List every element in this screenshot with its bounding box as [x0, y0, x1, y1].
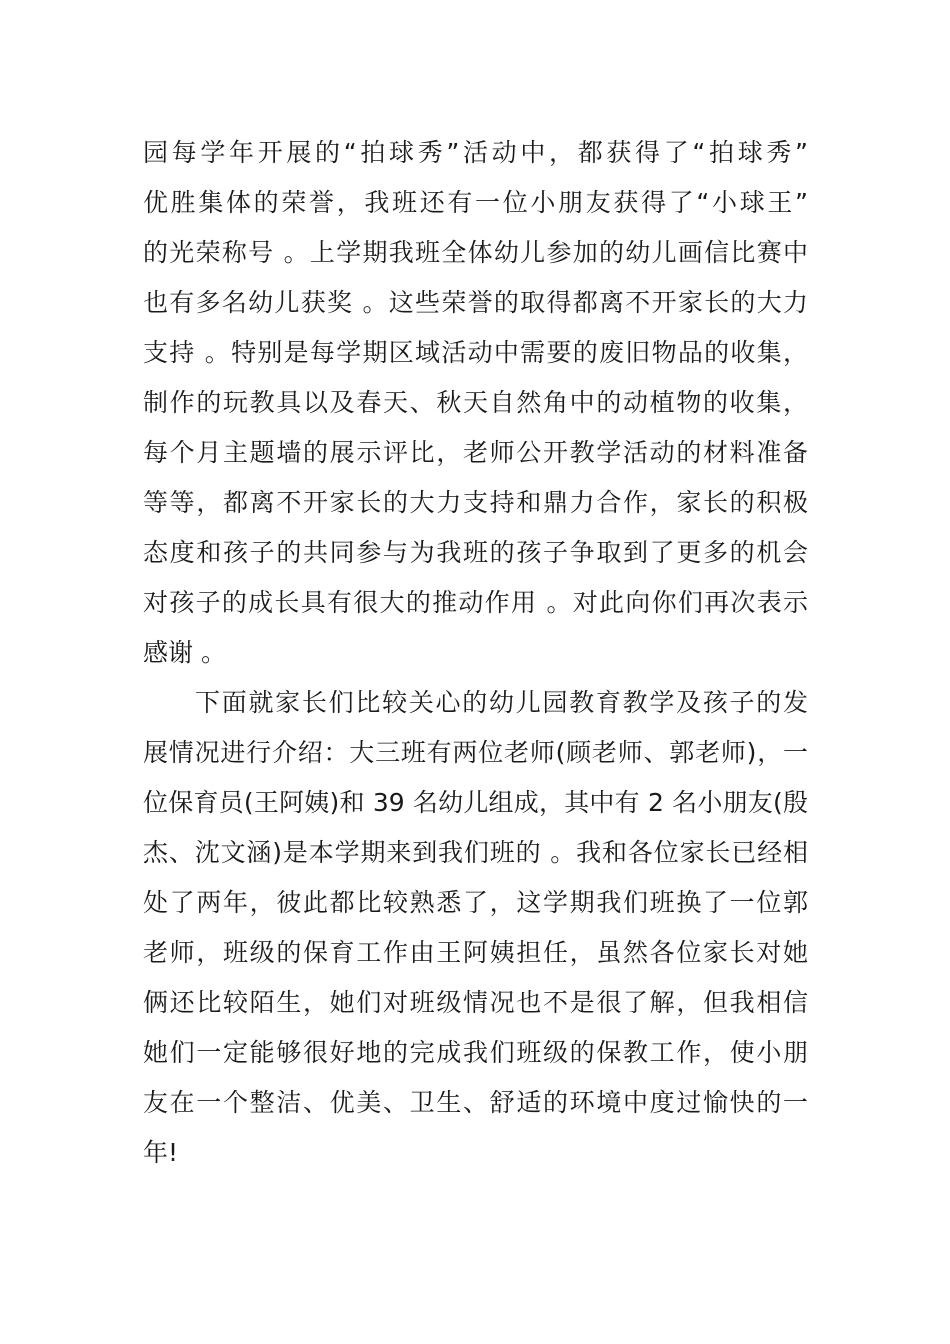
- text-line: 杰、沈文涵)是本学期来到我们班的 。我和各位家长已经相: [143, 838, 808, 867]
- text-line: 的光荣称号 。上学期我班全体幼儿参加的幼儿画信比赛中: [143, 238, 808, 267]
- text-line: 下面就家长们比较关心的幼儿园教育教学及孩子的发: [195, 688, 808, 717]
- text-line: 她们一定能够很好地的完成我们班级的保教工作，使小朋: [143, 1038, 808, 1067]
- text-line: 对孩子的成长具有很大的推动作用 。对此向你们再次表示: [143, 588, 808, 617]
- text-line: 态度和孩子的共同参与为我班的孩子争取到了更多的机会: [143, 538, 808, 567]
- text-line: 处了两年，彼此都比较熟悉了，这学期我们班换了一位郭: [143, 888, 808, 917]
- body-text: [143, 128, 808, 1178]
- text-line: 优胜集体的荣誉，我班还有一位小朋友获得了“小球王”: [143, 188, 808, 217]
- text-line: 园每学年开展的“拍球秀”活动中，都获得了“拍球秀”: [143, 138, 808, 167]
- text-line: 老师，班级的保育工作由王阿姨担任，虽然各位家长对她: [143, 938, 808, 967]
- text-line: 展情况进行介绍：大三班有两位老师(顾老师、郭老师)，一: [143, 738, 808, 767]
- text-line: 感谢 。: [143, 638, 226, 667]
- text-line: 每个月主题墙的展示评比，老师公开教学活动的材料准备: [143, 438, 808, 467]
- text-line: 制作的玩教具以及春天、秋天自然角中的动植物的收集，: [143, 388, 808, 417]
- text-line: 位保育员(王阿姨)和 39 名幼儿组成，其中有 2 名小朋友(殷: [143, 788, 808, 817]
- text-line: 友在一个整洁、优美、卫生、舒适的环境中度过愉快的一: [143, 1088, 808, 1117]
- text-line: 支持 。特别是每学期区域活动中需要的废旧物品的收集，: [143, 338, 808, 367]
- text-line: 等等，都离不开家长的大力支持和鼎力合作，家长的积极: [143, 488, 808, 517]
- text-line: 俩还比较陌生，她们对班级情况也不是很了解，但我相信: [143, 988, 808, 1017]
- text-line: 年!: [143, 1138, 179, 1167]
- text-line: 也有多名幼儿获奖 。这些荣誉的取得都离不开家长的大力: [143, 288, 808, 317]
